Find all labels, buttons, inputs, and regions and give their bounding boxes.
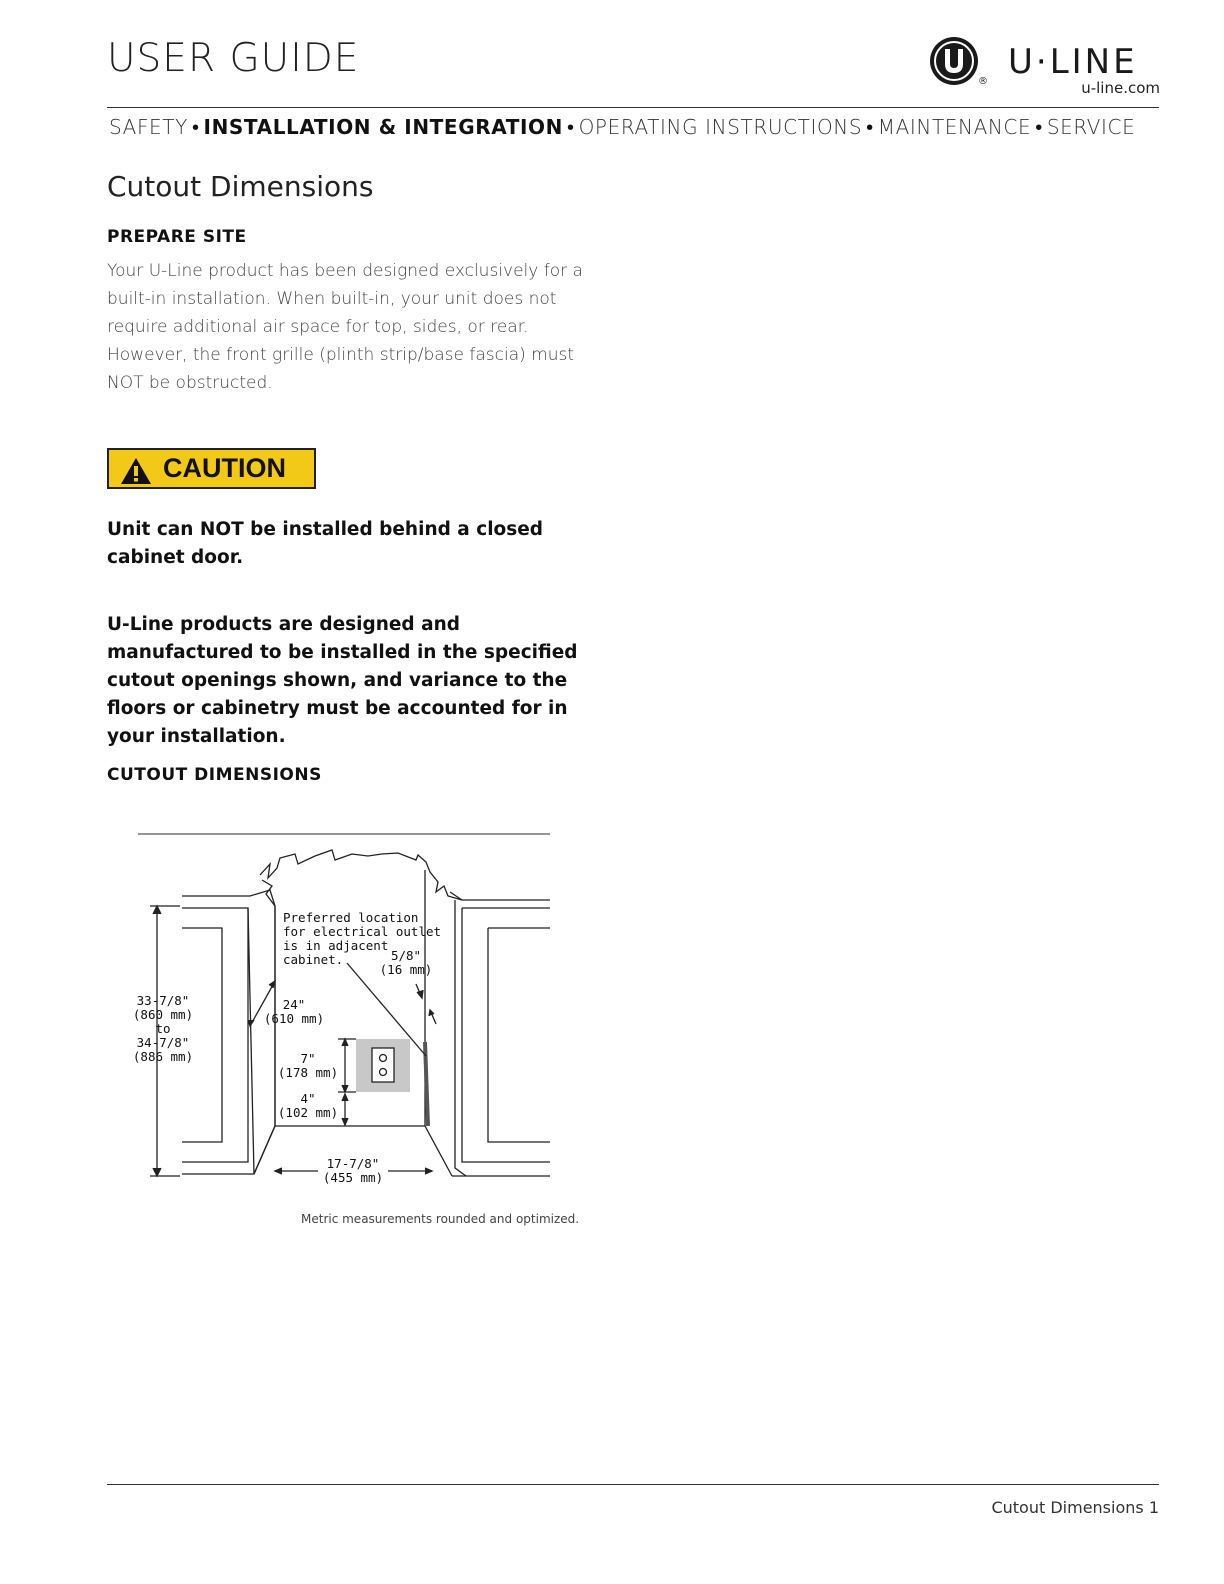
section-nav bbox=[109, 115, 1159, 140]
width-dimension-label: 17-7/8" (455 mm) bbox=[322, 1156, 384, 1185]
warning-closed-door: Unit can NOT be installed behind a closed cabinet door. bbox=[107, 519, 544, 568]
footer-divider bbox=[107, 1484, 1159, 1485]
footer-page-label: Cutout Dimensions 1 bbox=[991, 1498, 1159, 1517]
brand-url[interactable]: u-line.com bbox=[1081, 79, 1160, 97]
nav-separator: • bbox=[1035, 115, 1043, 139]
cutout-dimensions-heading: CUTOUT DIMENSIONS bbox=[107, 765, 322, 785]
nav-item-operating[interactable]: OPERATING INSTRUCTIONS bbox=[578, 115, 863, 139]
nav-item-maintenance[interactable]: MAINTENANCE bbox=[877, 115, 1032, 139]
page-title: USER GUIDE bbox=[107, 36, 360, 81]
warning-cutout-openings: U-Line products are designed and manufactured to be installed in the specified cutout openings shown, and variance to the floors or cabinetry must be accounted for in your installation. bbox=[107, 614, 578, 747]
nav-item-service[interactable]: SERVICE bbox=[1046, 115, 1136, 139]
outlet-height-dimension-label: 7" (178 mm) bbox=[277, 1051, 339, 1080]
caution-label: CAUTION bbox=[163, 453, 286, 483]
nav-separator: • bbox=[866, 115, 874, 139]
caution-badge bbox=[107, 448, 316, 489]
brand-name: U·LINE bbox=[1008, 42, 1138, 82]
cutout-diagram bbox=[120, 820, 570, 1200]
prepare-site-heading: PREPARE SITE bbox=[107, 227, 247, 247]
warning-triangle-icon bbox=[120, 457, 152, 485]
nav-item-installation[interactable]: INSTALLATION & INTEGRATION bbox=[203, 115, 563, 139]
outlet-floor-dimension-label: 4" (102 mm) bbox=[277, 1091, 339, 1120]
outlet-note: Preferred location for electrical outlet is in adjacent cabinet. bbox=[283, 910, 442, 967]
nav-separator: • bbox=[566, 115, 575, 139]
section-title: Cutout Dimensions bbox=[107, 170, 374, 203]
height-dimension-label: 33-7/8" (860 mm) to 34-7/8" (886 mm) bbox=[132, 993, 194, 1064]
registered-mark: ® bbox=[978, 76, 988, 87]
brand-logo bbox=[928, 34, 1160, 96]
depth-dimension-label: 24" (610 mm) bbox=[263, 997, 325, 1026]
diagram-caption: Metric measurements rounded and optimized. bbox=[301, 1212, 580, 1226]
prepare-site-text: Your U-Line product has been designed exclusively for a built-in installation. When built-in, your unit does not require additional air space for top, sides, or rear. However, the front grille (plinth strip/base fascia) must NOT be obstructed. bbox=[107, 261, 583, 393]
nav-item-safety[interactable]: SAFETY bbox=[109, 115, 188, 139]
inset-dimension-label: 5/8" (16 mm) bbox=[379, 948, 433, 977]
header-divider bbox=[107, 107, 1159, 108]
u-line-logo-icon bbox=[928, 34, 980, 86]
nav-separator: • bbox=[191, 115, 200, 139]
